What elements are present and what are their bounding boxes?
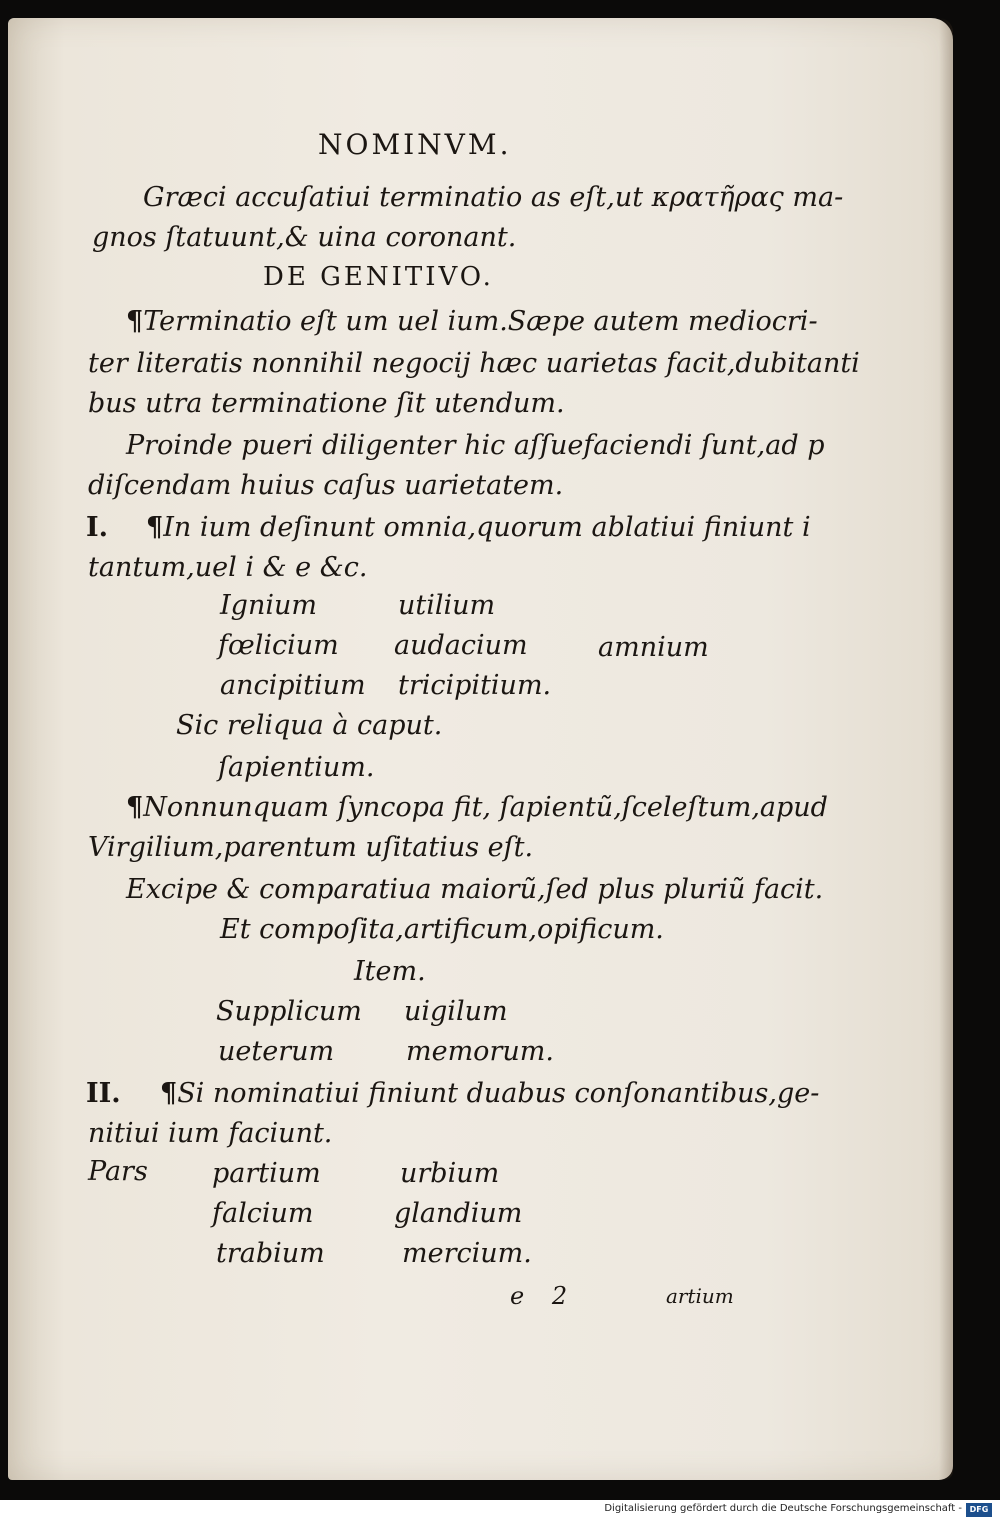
- paragraph-mark: ¶: [126, 306, 144, 337]
- example-3-row-2-col-2: glandium: [394, 1198, 523, 1229]
- dfg-logo-icon: DFG: [966, 1503, 992, 1517]
- rule-2-line-2: nitiui ium faciunt.: [88, 1118, 333, 1149]
- example-2-row-2-col-2: memorum.: [406, 1036, 554, 1067]
- section-title: DE GENITIVO.: [263, 262, 494, 292]
- signature-mark: e 2: [510, 1282, 578, 1310]
- running-head: NOMINVM.: [318, 128, 512, 161]
- example-1-row-3-col-2: tricipitium.: [398, 670, 552, 701]
- para1-text-1: Terminatio eſt um uel ium.Sæpe autem mediocri-: [143, 306, 818, 337]
- item-line: Item.: [354, 956, 426, 987]
- example-1-row-3-col-1: ancipitium: [220, 670, 366, 701]
- paragraph-3-line-2: Virgilium,parentum uſitatius eſt.: [88, 832, 534, 863]
- example-3-row-3-col-1: trabium: [216, 1238, 325, 1269]
- example-3-row-3-col-2: mercium.: [402, 1238, 532, 1269]
- paragraph-mark: ¶: [160, 1078, 178, 1109]
- sic-line: Sic reliqua à caput.: [176, 710, 443, 741]
- paragraph-3-line-1: [126, 792, 828, 823]
- greek-line-1: Græci accuſatiui terminatio as eſt,ut κρατῆρας ma-: [143, 182, 844, 213]
- footer-bar: [0, 1500, 1000, 1521]
- example-1-row-1-col-1: Ignium: [220, 590, 317, 621]
- example-3-row-1-col-1: partium: [212, 1158, 321, 1189]
- rule-1-text-1: In ium deſinunt omnia,quorum ablatiui finiunt i: [163, 512, 811, 543]
- rule-2-number: II.: [86, 1078, 121, 1109]
- example-1-row-2-col-3: amnium: [598, 632, 709, 663]
- example-2-row-1-col-2: uigilum: [404, 996, 508, 1027]
- greek-line-2: gnos ſtatuunt,& uina coronant.: [92, 222, 517, 253]
- rule-1-line-1: [146, 512, 811, 543]
- paragraph-mark: ¶: [126, 792, 144, 823]
- example-1-row-2-col-1: fœlicium: [218, 630, 339, 661]
- example-2-row-1-col-1: Supplicum: [216, 996, 362, 1027]
- para3-text-1: Nonnunquam ſyncopa fit, ſapientũ,ſceleſtum,apud: [143, 792, 828, 823]
- page-edge-shadow: [939, 18, 953, 1480]
- example-3-row-2-col-1: falcium: [212, 1198, 314, 1229]
- paragraph-2-line-2: diſcendam huius caſus uarietatem.: [88, 470, 564, 501]
- catchword: artium: [666, 1284, 734, 1308]
- example-1-row-2-col-2: audacium: [394, 630, 528, 661]
- sapientium-line: ſapientium.: [218, 752, 375, 783]
- rule-2-text-1: Si nominatiui finiunt duabus conſonantibus,ge-: [177, 1078, 820, 1109]
- rule-2-line-1: [160, 1078, 819, 1109]
- rule-1-number: I.: [86, 512, 109, 543]
- footer-credit: Digitalisierung gefördert durch die Deutsche Forschungsgemeinschaft -: [604, 1503, 962, 1514]
- book-page: [8, 18, 953, 1480]
- paragraph-1-line-2: ter literatis nonnihil negocij hæc uarietas facit,dubitanti: [88, 348, 860, 379]
- paragraph-mark: ¶: [146, 512, 164, 543]
- paragraph-4-line-1: Excipe & comparatiua maiorũ,ſed plus pluriũ facit.: [126, 874, 824, 905]
- paragraph-2-line-1: Proinde pueri diligenter hic aſſuefaciendi ſunt,ad p: [126, 430, 825, 461]
- paragraph-1-line-3: bus utra terminatione ſit utendum.: [88, 388, 565, 419]
- paragraph-1-line-1: [126, 306, 818, 337]
- rule-1-line-2: tantum,uel i & e &c.: [88, 552, 368, 583]
- example-1-row-1-col-2: utilium: [398, 590, 496, 621]
- example-3-row-1-col-2: urbium: [400, 1158, 500, 1189]
- example-3-label: Pars: [88, 1156, 148, 1187]
- example-2-row-2-col-1: ueterum: [218, 1036, 335, 1067]
- paragraph-4-line-2: Et compoſita,artificum,opificum.: [220, 914, 664, 945]
